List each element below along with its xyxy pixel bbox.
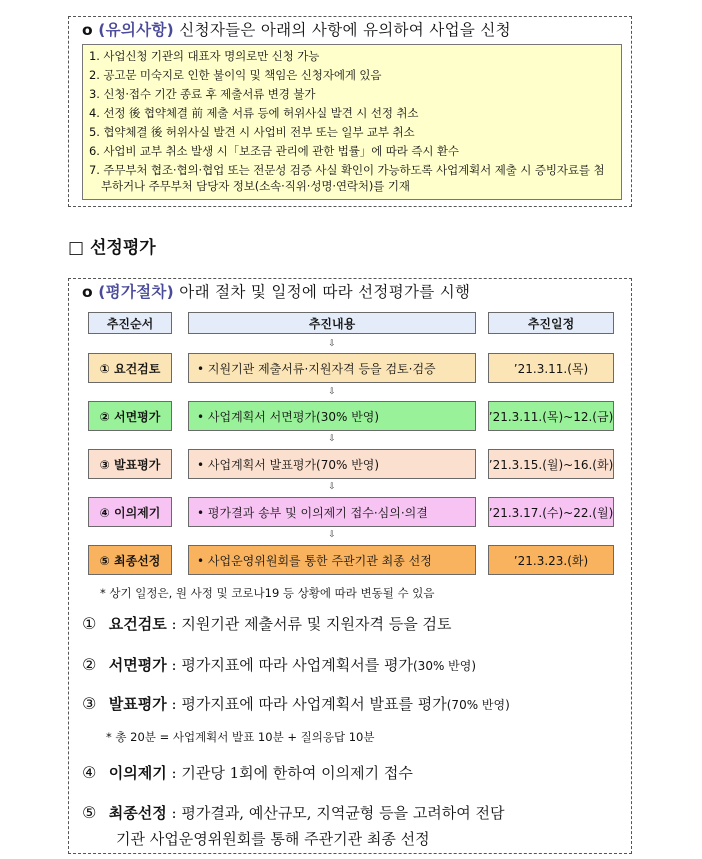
detail-number: ④ (82, 763, 97, 782)
step-cell: ② 서면평가 (88, 401, 172, 431)
detail-item-4 (82, 762, 413, 783)
detail-separator: : (166, 656, 182, 674)
detail-label: 이의제기 (108, 764, 167, 782)
detail-text: 평가지표에 따라 사업계획서를 평가 (181, 656, 413, 674)
date-cell: ’21.3.15.(월)~16.(화) (488, 449, 614, 479)
down-arrow-icon: ⇩ (328, 387, 336, 397)
step-cell: ④ 이의제기 (88, 497, 172, 527)
detail-label: 서면평가 (108, 656, 167, 674)
detail-weight: (70% 반영) (446, 698, 510, 712)
time-note: * 총 20분 = 사업계획서 발표 10분 + 질의응답 10분 (106, 730, 375, 744)
date-cell: ’21.3.11.(목) (488, 353, 614, 383)
content-cell: • 사업계획서 발표평가(70% 반영) (188, 449, 476, 479)
detail-number: ③ (82, 694, 97, 713)
detail-label: 요건검토 (108, 615, 167, 633)
detail-weight: (30% 반영) (413, 659, 477, 673)
detail-text: 기관당 1회에 한하여 이의제기 접수 (181, 764, 413, 782)
detail-text: 평가결과, 예산규모, 지역균형 등을 고려하여 전담 (181, 804, 505, 822)
notice-keyword: (유의사항) (98, 21, 175, 39)
detail-text: 지원기관 제출서류 및 지원자격 등을 검토 (181, 615, 452, 633)
date-cell: ’21.3.23.(화) (488, 545, 614, 575)
detail-text: 평가지표에 따라 사업계획서 발표를 평가 (181, 695, 447, 713)
detail-separator: : (166, 695, 182, 713)
content-cell: • 사업계획서 서면평가(30% 반영) (188, 401, 476, 431)
date-cell: ’21.3.11.(목)~12.(금) (488, 401, 614, 431)
content-cell: • 평가결과 송부 및 이의제기 접수·심의·의결 (188, 497, 476, 527)
bullet-marker: o (82, 21, 93, 39)
detail-item-5-continued: 기관 사업운영위원회를 통해 주관기관 최종 선정 (116, 830, 430, 848)
header-step: 추진순서 (88, 312, 172, 334)
notice-item: 1. 사업신청 기관의 대표자 명의로만 신청 가능 (89, 49, 320, 63)
date-cell: ’21.3.17.(수)~22.(월) (488, 497, 614, 527)
step-cell: ① 요건검토 (88, 353, 172, 383)
detail-separator: : (166, 615, 182, 633)
notice-heading-text: 신청자들은 아래의 사항에 유의하여 사업을 신청 (174, 21, 511, 39)
notice-item: 7. 주무부처 협조·협의·협업 또는 전문성 검증 사실 확인이 가능하도록 사업계획서 제출 시 증빙자료를 첨부하거나 주무부처 담당자 정보(소속·직위·성명·연락처)를 기재 (89, 163, 605, 193)
header-content: 추진내용 (188, 312, 476, 334)
schedule-footnote: * 상기 일정은, 원 사정 및 코로나19 등 상황에 따라 변동될 수 있음 (100, 586, 435, 600)
notice-item: 6. 사업비 교부 취소 발생 시「보조금 관리에 관한 법률」에 따라 즉시 환수 (89, 144, 459, 158)
down-arrow-icon: ⇩ (328, 530, 336, 540)
detail-label: 최종선정 (108, 804, 167, 822)
detail-number: ⑤ (82, 803, 97, 822)
notice-item: 2. 공고문 미숙지로 인한 불이익 및 책임은 신청자에게 있음 (89, 68, 382, 82)
down-arrow-icon: ⇩ (328, 434, 336, 444)
procedure-heading-text: 아래 절차 및 일정에 따라 선정평가를 시행 (174, 283, 471, 301)
detail-item-1 (82, 613, 452, 634)
detail-item-3 (82, 693, 510, 714)
detail-number: ② (82, 655, 97, 674)
content-cell: • 지원기관 제출서류·지원자격 등을 검토·검증 (188, 353, 476, 383)
procedure-keyword: (평가절차) (98, 283, 175, 301)
detail-separator: : (166, 764, 182, 782)
notice-item: 4. 선정 後 협약체결 前 제출 서류 등에 허위사실 발견 시 선정 취소 (89, 106, 419, 120)
bullet-marker: o (82, 283, 93, 301)
detail-separator: : (166, 804, 182, 822)
section-title: □ 선정평가 (68, 238, 156, 258)
header-date: 추진일정 (488, 312, 614, 334)
detail-number: ① (82, 614, 97, 633)
detail-item-5 (82, 802, 505, 823)
notice-item: 5. 협약체결 後 허위사실 발견 시 사업비 전부 또는 일부 교부 취소 (89, 125, 415, 139)
step-cell: ⑤ 최종선정 (88, 545, 172, 575)
detail-item-2 (82, 654, 476, 675)
step-cell: ③ 발표평가 (88, 449, 172, 479)
detail-label: 발표평가 (108, 695, 167, 713)
notice-item: 3. 신청·접수 기간 종료 후 제출서류 변경 불가 (89, 87, 316, 101)
content-cell: • 사업운영위원회를 통한 주관기관 최종 선정 (188, 545, 476, 575)
down-arrow-icon: ⇩ (328, 482, 336, 492)
down-arrow-icon: ⇩ (328, 339, 336, 349)
